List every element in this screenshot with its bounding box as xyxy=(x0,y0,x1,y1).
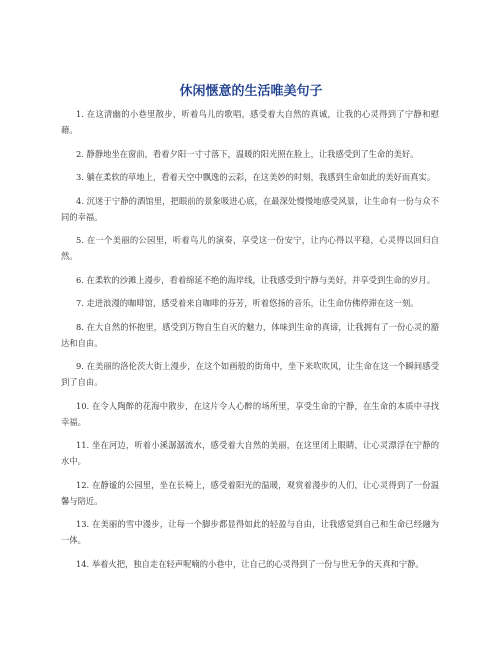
sentence-item: 5. 在一个美丽的公园里，听着鸟儿的演奏，享受这一份安宁，让内心得以平稳，心灵得以回归自然。 xyxy=(61,235,439,261)
sentence-list xyxy=(61,106,439,579)
sentence-item: 7. 走进浪漫的咖啡馆，感受着来自咖啡的芬芳，听着悠扬的音乐，让生命仿佛停滞在这一刻。 xyxy=(76,298,419,308)
sentence-item: 13. 在美丽的雪中漫步，让每一个脚步都显得如此的轻盈与自由，让我感觉到自己和生命已经融为一体。 xyxy=(61,519,439,545)
document-title: 休闲惬意的生活唯美句子 xyxy=(179,84,323,99)
sentence-item: 9. 在美丽的洛伦茨大街上漫步，在这个如画般的街角中，坐下来吹吹风，让生命在这一个瞬间感受到了自由。 xyxy=(61,361,439,387)
sentence-item: 14. 举着火把，独自走在轻声呢喃的小巷中，让自己的心灵得到了一份与世无争的天真和宁静。 xyxy=(76,558,424,569)
sentence-item: 6. 在柔软的沙滩上漫步，看着绵延不绝的海岸线，让我感受到宁静与美好，并享受到生命的岁月。 xyxy=(76,274,436,285)
sentence-item: 8. 在大自然的怀抱里，感受到万物自生自灭的魅力，体味到生命的真谛，让我拥有了一份心灵的豁达和自由。 xyxy=(61,321,439,348)
sentence-item: 4. 沉迷于宁静的酒馆里，把眼前的景象吸进心底，在最深处慢慢地感受风景，让生命有一份与众不同的幸福。 xyxy=(61,195,439,222)
sentence-item: 1. 在这清幽的小巷里散步，听着鸟儿的歌唱，感受着大自然的真诚，让我的心灵得到了宁静和慰藉。 xyxy=(61,109,439,135)
sentence-item: 11. 坐在河边，听着小溪潺潺流水，感受着大自然的美丽，在这里闭上眼睛，让心灵漂浮在宁静的水中。 xyxy=(61,440,439,466)
sentence-item: 2. 静静地坐在窗前，看着夕阳一寸寸落下，温暖的阳光照在脸上，让我感受到了生命的美好。 xyxy=(76,148,419,159)
sentence-item: 3. 躺在柔软的草地上，看着天空中飘逸的云彩，在这美妙的时刻，我感到生命如此的美好而真实。 xyxy=(76,172,436,182)
sentence-item: 10. 在令人陶醉的花海中散步，在这片令人心醉的场所里，享受生命的宁静，在生命的本质中寻找幸福。 xyxy=(61,400,439,427)
sentence-item: 12. 在静谧的公园里，坐在长椅上，感受着阳光的温暖，观赏着漫步的人们，让心灵得到了一份温馨与陪近。 xyxy=(61,479,439,506)
